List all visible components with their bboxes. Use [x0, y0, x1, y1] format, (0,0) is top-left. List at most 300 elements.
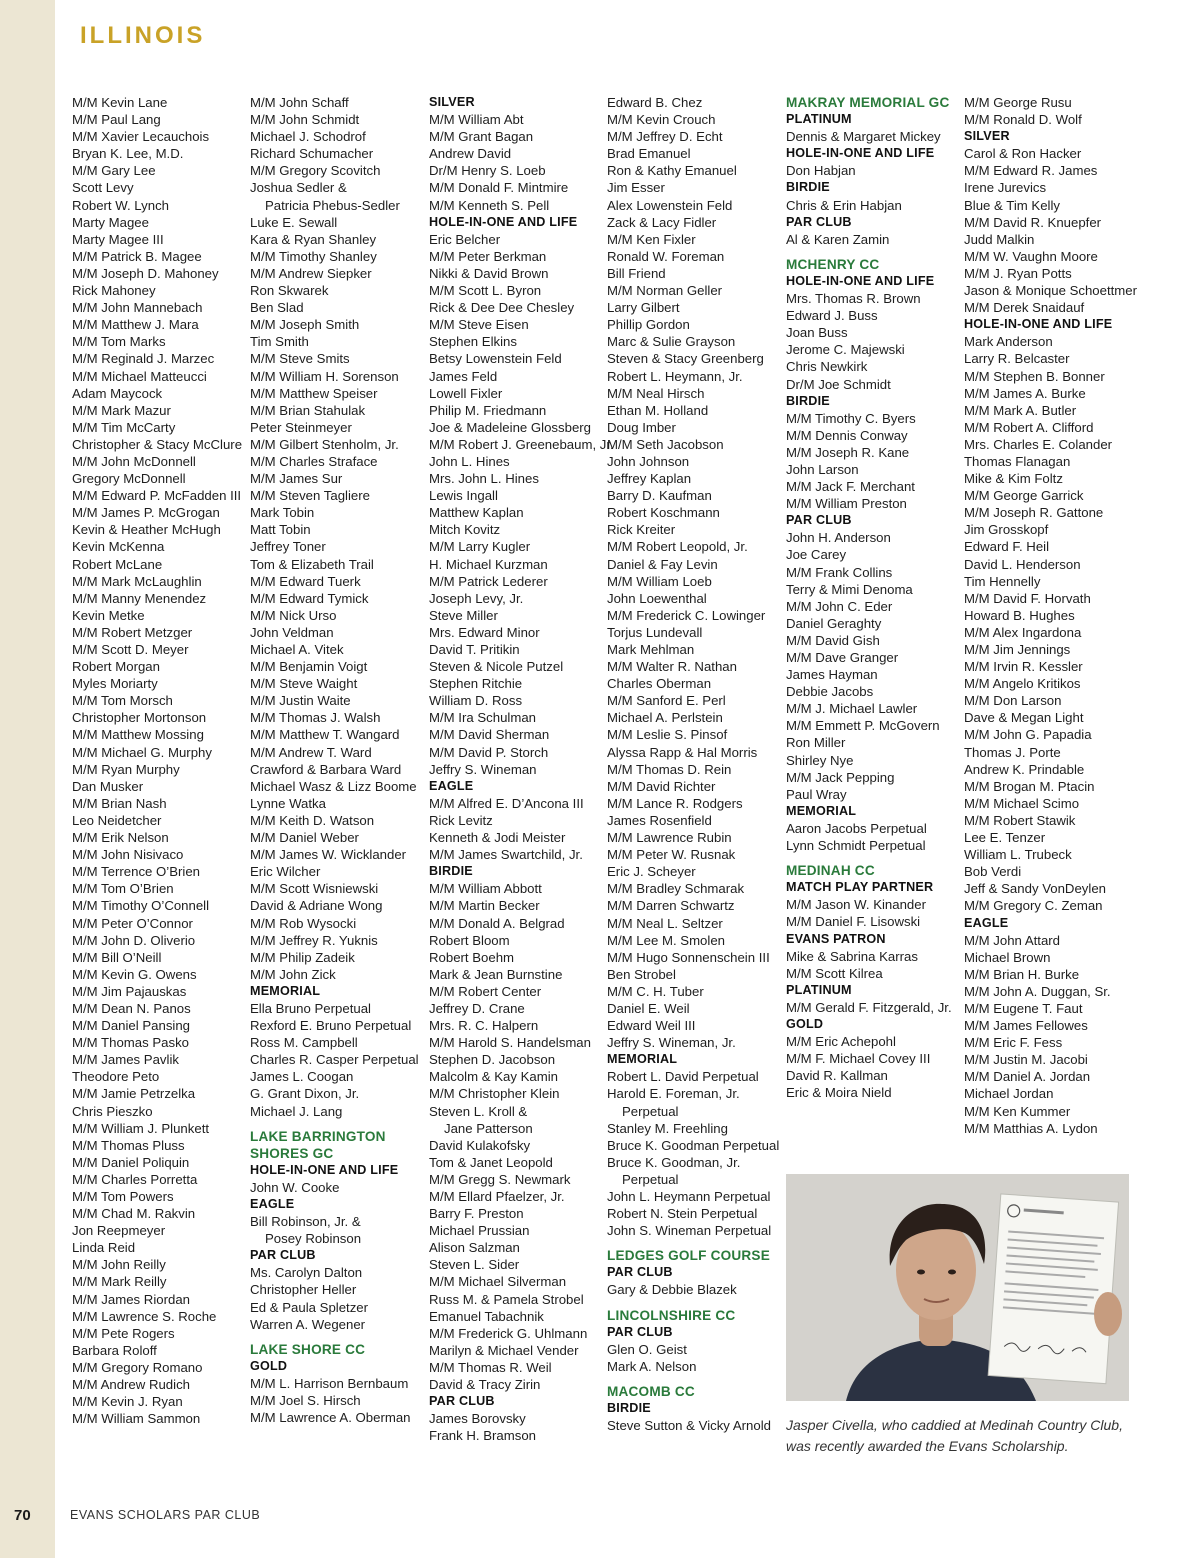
donor-name: M/M Keith D. Watson [250, 812, 375, 828]
donor-name: Robert L. Heymann, Jr. [607, 368, 743, 384]
donor-name: M/M Norman Geller [607, 283, 723, 299]
donor-name: M/M Rob Wysocki [250, 915, 357, 931]
level-heading: MEMORIAL [250, 983, 321, 998]
level-heading: PAR CLUB [607, 1324, 673, 1339]
donor-name: M/M Joseph R. Gattone [964, 505, 1104, 521]
donor-name: M/M Joseph Smith [250, 317, 360, 333]
donor-name: M/M Sanford E. Perl [607, 693, 726, 709]
donor-name: M/M William H. Sorenson [250, 368, 399, 384]
club-heading: MCHENRY CC [786, 256, 880, 272]
club-heading: MAKRAY MEMORIAL GC [786, 95, 950, 110]
donor-name: Scott Levy [72, 180, 134, 196]
donor-name: John Loewenthal [607, 590, 707, 606]
donor-name: M/M Donald A. Belgrad [429, 915, 565, 931]
donor-name: M/M Gary Lee [72, 163, 156, 179]
donor-name: M/M Kenneth S. Pell [429, 197, 550, 213]
donor-name: M/M James Fellowes [964, 1018, 1088, 1034]
donor-name: Thomas Flanagan [964, 453, 1071, 469]
donor-name: Joe Carey [786, 547, 847, 563]
donor-name: M/M Lawrence Rubin [607, 830, 732, 846]
level-heading: PAR CLUB [786, 214, 852, 229]
donor-name: M/M Andrew Siepker [250, 265, 372, 281]
donor-name: Myles Moriarty [72, 676, 158, 692]
donor-name: Steven & Nicole Putzel [429, 659, 564, 675]
donor-name: Kevin McKenna [72, 539, 165, 555]
donor-name: M/M William Abbott [429, 881, 542, 897]
donor-name: M/M John Reilly [72, 1257, 166, 1273]
club-heading: LINCOLNSHIRE CC [607, 1307, 736, 1323]
donor-name: M/M Dave Granger [786, 650, 899, 665]
donor-name: Emanuel Tabachnik [429, 1308, 544, 1324]
donor-name: Mike & Kim Foltz [964, 471, 1063, 487]
donor-name: Perpetual [622, 1103, 679, 1119]
donor-name: Doug Imber [607, 419, 676, 435]
donor-name: M/M Benjamin Voigt [250, 659, 368, 675]
donor-name: Ron & Kathy Emanuel [607, 163, 737, 179]
donor-name: M/M David F. Horvath [964, 590, 1091, 606]
donor-name: Shirley Nye [786, 752, 854, 768]
level-heading: BIRDIE [429, 864, 473, 879]
donor-name: Chris Pieszko [72, 1103, 153, 1119]
donor-name: John Johnson [607, 453, 690, 469]
donor-name: M/M Edward P. McFadden III [72, 488, 242, 504]
donor-name: M/M John D. Oliverio [72, 932, 196, 948]
club-heading: LAKE BARRINGTON [250, 1128, 386, 1144]
donor-name: M/M George Rusu [964, 95, 1072, 110]
donor-name: Marilyn & Michael Vender [429, 1342, 579, 1358]
donor-name: M/M Edward Tuerk [250, 573, 361, 589]
donor-name: M/M William J. Plunkett [72, 1120, 210, 1136]
donor-name: Michael A. Vitek [250, 642, 344, 657]
club-heading: MACOMB CC [607, 1383, 695, 1399]
donor-name: Jim Esser [607, 180, 665, 196]
donor-name: Leo Neidetcher [72, 812, 162, 828]
donor-name: Joe & Madeleine Glossberg [429, 419, 592, 435]
donor-name: Michael A. Perlstein [607, 710, 723, 726]
donor-name: M/M Scott D. Meyer [72, 642, 189, 657]
donor-name: M/M Daniel A. Jordan [964, 1069, 1091, 1085]
donor-name: Larry R. Belcaster [964, 351, 1070, 367]
donor-name: Tom & Elizabeth Trail [250, 556, 374, 572]
donor-name: M/M Ellard Pfaelzer, Jr. [429, 1189, 565, 1204]
donor-name: M/M Seth Jacobson [607, 436, 724, 452]
donor-name: M/M Matthew Mossing [72, 727, 204, 743]
donor-name: M/M Gregory Scovitch [250, 163, 381, 179]
donor-name: M/M Brogan M. Ptacin [964, 778, 1095, 794]
donor-name: M/M Jason W. Kinander [786, 897, 926, 913]
donor-name: M/M Peter O’Connor [72, 915, 193, 931]
donor-name: Michael Jordan [964, 1086, 1054, 1102]
donor-name: Philip M. Friedmann [429, 402, 547, 418]
donor-name: M/M Daniel Poliquin [72, 1154, 190, 1170]
donor-name: M/M Ken Kummer [964, 1103, 1071, 1119]
donor-column-6 [964, 94, 1137, 1137]
donor-name: Harold E. Foreman, Jr. [607, 1086, 740, 1102]
donor-name: M/M Nick Urso [250, 607, 337, 623]
donor-name: M/M Tom Marks [72, 334, 166, 350]
donor-column-1 [72, 94, 242, 1427]
donor-name: Brad Emanuel [607, 146, 691, 162]
donor-name: M/M Frank Collins [786, 564, 893, 580]
donor-name: Edward Weil III [607, 1018, 696, 1034]
donor-name: M/M David P. Storch [429, 744, 549, 760]
level-heading: MEMORIAL [607, 1052, 678, 1067]
level-heading: PAR CLUB [607, 1265, 673, 1280]
donor-name: M/M Jamie Petrzelka [72, 1086, 196, 1102]
donor-name: Robert McLane [72, 556, 163, 572]
donor-name: Rick Mahoney [72, 283, 156, 299]
donor-name: Barbara Roloff [72, 1342, 157, 1358]
donor-name: M/M William Preston [786, 496, 907, 512]
donor-name: M/M Neal L. Seltzer [607, 915, 723, 931]
donor-name: William D. Ross [429, 693, 523, 709]
donor-column-4 [607, 94, 779, 1434]
donor-name: M/M David Sherman [429, 727, 550, 743]
donor-name: Luke E. Sewall [250, 214, 338, 230]
donor-name: Andrew K. Prindable [964, 761, 1085, 777]
donor-name: Ella Bruno Perpetual [250, 1000, 371, 1016]
donor-name: Steve Sutton & Vicky Arnold [607, 1418, 771, 1434]
donor-name: Russ M. & Pamela Strobel [429, 1291, 584, 1307]
donor-name: Jeffry S. Wineman, Jr. [607, 1035, 736, 1051]
donor-name: M/M Steven Tagliere [250, 488, 370, 504]
donor-name: Jeffrey Kaplan [607, 471, 692, 487]
level-heading: EAGLE [964, 915, 1009, 930]
donor-name: M/M Mark Mazur [72, 402, 171, 418]
donor-name: James Rosenfield [607, 812, 712, 828]
donor-name: James L. Coogan [250, 1069, 354, 1085]
level-heading: HOLE-IN-ONE AND LIFE [250, 1162, 399, 1177]
donor-name: Steven L. Kroll & [429, 1103, 528, 1119]
donor-name: Dr/M Joe Schmidt [786, 376, 891, 392]
donor-name: M/M Christopher Klein [429, 1086, 560, 1102]
donor-name: M/M Robert Center [429, 983, 542, 999]
donor-name: Frank H. Bramson [429, 1428, 536, 1444]
donor-name: M/M Walter R. Nathan [607, 659, 737, 675]
donor-name: John W. Cooke [250, 1179, 340, 1195]
donor-name: Ron Skwarek [250, 283, 329, 299]
donor-name: M/M Matthias A. Lydon [964, 1120, 1098, 1136]
donor-name: M/M Mark Reilly [72, 1274, 167, 1290]
donor-name: M/M Daniel F. Lisowski [786, 914, 921, 930]
donor-name: M/M Edward Tymick [250, 590, 369, 606]
donor-name: M/M Michael G. Murphy [72, 744, 212, 760]
donor-name: Linda Reid [72, 1240, 136, 1256]
donor-name: Adam Maycock [72, 385, 163, 401]
donor-name: M/M Kevin G. Owens [72, 966, 197, 982]
donor-name: M/M James Sur [250, 471, 343, 487]
donor-name: Malcolm & Kay Kamin [429, 1069, 558, 1085]
donor-name: M/M Jeffrey D. Echt [607, 129, 723, 145]
donor-name: M/M John Attard [964, 932, 1061, 948]
donor-name: Rick Levitz [429, 812, 493, 828]
donor-name: Mark & Jean Burnstine [429, 966, 563, 982]
donor-name: David L. Henderson [964, 556, 1081, 572]
donor-name: William L. Trubeck [964, 847, 1072, 863]
donor-name: Ron Miller [786, 735, 846, 751]
donor-name: Tom & Janet Leopold [429, 1154, 553, 1170]
donor-name: M/M Bill O’Neill [72, 949, 162, 965]
donor-name: Kara & Ryan Shanley [250, 231, 377, 247]
level-heading: BIRDIE [607, 1401, 651, 1416]
donor-name: M/M John Mannebach [72, 300, 203, 316]
donor-name: M/M Grant Bagan [429, 129, 534, 145]
donor-name: Alison Salzman [429, 1240, 520, 1256]
donor-name: Michael J. Schodrof [250, 129, 366, 145]
donor-name: M/M Dennis Conway [786, 427, 908, 443]
donor-name: M/M Alfred E. D’Ancona III [429, 795, 584, 811]
donor-name: M/M Gregory Romano [72, 1359, 203, 1375]
donor-name: Joan Buss [786, 325, 848, 341]
donor-name: David Kulakofsky [429, 1137, 531, 1153]
donor-name: Charles R. Casper Perpetual [250, 1052, 419, 1068]
donor-name: James Borovsky [429, 1411, 526, 1427]
donor-name: G. Grant Dixon, Jr. [250, 1086, 360, 1102]
donor-name: M/M Jack Pepping [786, 769, 895, 785]
donor-name: Mike & Sabrina Karras [786, 948, 918, 964]
donor-name: M/M Pete Rogers [72, 1325, 175, 1341]
donor-name: M/M Lawrence A. Oberman [250, 1410, 411, 1426]
donor-name: M/M Charles Straface [250, 453, 378, 469]
donor-name: Bryan K. Lee, M.D. [72, 146, 184, 162]
donor-name: M/M W. Vaughn Moore [964, 248, 1098, 264]
donor-name: M/M Gregory C. Zeman [964, 898, 1103, 914]
donor-name: Mrs. R. C. Halpern [429, 1018, 539, 1034]
donor-name: M/M Donald F. Mintmire [429, 180, 569, 196]
donor-name: M/M Scott L. Byron [429, 283, 542, 299]
donor-name: M/M Thomas R. Weil [429, 1359, 552, 1375]
donor-name: M/M Philip Zadeik [250, 949, 355, 965]
donor-name: Eric Belcher [429, 231, 501, 247]
donor-name: M/M Scott Kilrea [786, 965, 883, 981]
page-sidebar [0, 0, 55, 1558]
donor-name: M/M Gilbert Stenholm, Jr. [250, 436, 399, 452]
donor-name: Lynne Watka [250, 795, 326, 811]
donor-name: John S. Wineman Perpetual [607, 1223, 772, 1239]
donor-name: Michael Brown [964, 949, 1051, 965]
donor-name: M/M Ira Schulman [429, 710, 536, 726]
donor-name: M/M Steve Waight [250, 676, 358, 692]
donor-name: Mark A. Nelson [607, 1358, 697, 1374]
donor-name: Stephen D. Jacobson [429, 1052, 556, 1068]
donor-name: Jerome C. Majewski [786, 342, 905, 358]
donor-name: M/M Matthew Speiser [250, 385, 378, 401]
donor-name: M/M Andrew Rudich [72, 1377, 190, 1393]
donor-name: M/M Thomas D. Rein [607, 761, 732, 777]
donor-name: M/M Eugene T. Faut [964, 1000, 1083, 1016]
donor-name: M/M James Pavlik [72, 1052, 179, 1068]
donor-name: Bruce K. Goodman, Jr. [607, 1154, 741, 1170]
donor-name: Jason & Monique Schoettmer [964, 283, 1137, 299]
donor-name: M/M James A. Burke [964, 385, 1086, 401]
donor-name: M/M John McDonnell [72, 453, 196, 469]
level-heading: PLATINUM [786, 112, 852, 127]
donor-name: Gary & Debbie Blazek [607, 1282, 737, 1298]
donor-name: Gregory McDonnell [72, 471, 186, 487]
donor-name: Chris Newkirk [786, 359, 868, 375]
donor-name: M/M Eric Achepohl [786, 1034, 896, 1050]
level-heading: PAR CLUB [786, 513, 852, 528]
club-heading: MEDINAH CC [786, 863, 875, 879]
donor-name: Robert Bloom [429, 932, 510, 948]
donor-name: Patricia Phebus-Sedler [265, 197, 400, 213]
donor-name: Tim Smith [250, 334, 309, 350]
donor-name: M/M Justin Waite [250, 693, 351, 709]
donor-name: Lee E. Tenzer [964, 830, 1046, 846]
donor-name: Mrs. John L. Hines [429, 471, 539, 487]
level-heading: SILVER [429, 95, 475, 109]
donor-name: M/M James Riordan [72, 1291, 190, 1307]
donor-name: M/M Justin M. Jacobi [964, 1052, 1088, 1068]
donor-name: Robert L. David Perpetual [607, 1069, 759, 1085]
donor-name: Joshua Sedler & [250, 180, 347, 196]
donor-name: Jeffry S. Wineman [429, 761, 537, 777]
level-heading: PAR CLUB [429, 1394, 495, 1409]
donor-name: M/M Leslie S. Pinsof [607, 727, 728, 743]
level-heading: PAR CLUB [250, 1248, 316, 1263]
donor-name: M/M Terrence O’Brien [72, 864, 201, 880]
donor-name: Rick Kreiter [607, 522, 676, 538]
donor-column-2 [250, 94, 419, 1426]
donor-name: M/M Steve Smits [250, 351, 350, 367]
donor-name: Barry F. Preston [429, 1206, 524, 1222]
donor-name: M/M Tim McCarty [72, 419, 176, 435]
donor-name: M/M Jim Jennings [964, 642, 1071, 657]
donor-name: M/M C. H. Tuber [607, 983, 704, 999]
donor-name: Edward J. Buss [786, 308, 878, 324]
donor-name: M/M Timothy C. Byers [786, 410, 916, 426]
donor-name: M/M Jim Pajauskas [72, 983, 187, 999]
donor-name: Crawford & Barbara Ward [250, 761, 402, 777]
level-heading: GOLD [250, 1358, 288, 1373]
donor-name: M/M Robert A. Clifford [964, 419, 1094, 435]
donor-name: Mitch Kovitz [429, 522, 501, 538]
level-heading: HOLE-IN-ONE AND LIFE [964, 317, 1113, 332]
donor-name: John L. Heymann Perpetual [607, 1189, 771, 1204]
donor-name: Dave & Megan Light [964, 710, 1084, 726]
donor-name: Richard Schumacher [250, 146, 374, 162]
donor-name: M/M Chad M. Rakvin [72, 1206, 196, 1222]
donor-name: Robert Boehm [429, 949, 515, 965]
donor-name: M/M Stephen B. Bonner [964, 368, 1105, 384]
donor-name: M/M Michael Silverman [429, 1274, 567, 1290]
donor-name: Steven & Stacy Greenberg [607, 351, 764, 367]
donor-name: Bill Friend [607, 265, 666, 281]
donor-name: Ms. Carolyn Dalton [250, 1265, 363, 1281]
donor-name: Jeff & Sandy VonDeylen [964, 881, 1106, 897]
donor-name: Michael Prussian [429, 1223, 530, 1239]
donor-name: Blue & Tim Kelly [964, 197, 1061, 213]
donor-name: M/M Joseph R. Kane [786, 444, 910, 460]
donor-name: Marty Magee [72, 214, 149, 230]
donor-name: Ronald W. Foreman [607, 248, 725, 264]
donor-name: M/M Neal Hirsch [607, 385, 705, 401]
donor-name: Christopher & Stacy McClure [72, 436, 243, 452]
donor-name: John L. Hines [429, 453, 510, 469]
donor-name: Howard B. Hughes [964, 607, 1075, 623]
donor-name: M/M David Gish [786, 632, 880, 648]
donor-name: Rick & Dee Dee Chesley [429, 300, 575, 316]
donor-name: M/M William Loeb [607, 573, 712, 589]
donor-name: Alyssa Rapp & Hal Morris [607, 744, 758, 760]
donor-name: M/M Ronald D. Wolf [964, 112, 1082, 128]
donor-name: Kevin & Heather McHugh [72, 522, 221, 538]
donor-name: Christopher Mortonson [72, 710, 207, 726]
donor-name: M/M Ryan Murphy [72, 761, 180, 777]
donor-name: Jon Reepmeyer [72, 1223, 166, 1239]
donor-name: M/M James P. McGrogan [72, 505, 220, 521]
scholar-photo [786, 1174, 1129, 1401]
photo-caption: Jasper Civella, who caddied at Medinah Country Club, was recently awarded the Evans Scholarship. [786, 1417, 1123, 1454]
donor-name: M/M Dean N. Panos [72, 1000, 191, 1016]
donor-name: Warren A. Wegener [250, 1316, 366, 1332]
level-heading: GOLD [786, 1016, 824, 1031]
donor-name: M/M Peter W. Rusnak [607, 847, 736, 863]
donor-name: M/M David Richter [607, 778, 716, 794]
donor-name: Joseph Levy, Jr. [429, 590, 524, 606]
donor-name: James Hayman [786, 667, 878, 683]
donor-name: Lowell Fixler [429, 385, 503, 401]
donor-name: Lynn Schmidt Perpetual [786, 838, 926, 854]
club-heading: LEDGES GOLF COURSE [607, 1248, 770, 1264]
level-heading: MEMORIAL [786, 803, 857, 818]
donor-name: Jeffrey D. Crane [429, 1000, 525, 1016]
donor-name: Stanley M. Freehling [607, 1120, 728, 1136]
donor-name: James Feld [429, 368, 498, 384]
donor-name: Marc & Sulie Grayson [607, 334, 736, 350]
donor-name: M/M Ken Fixler [607, 231, 696, 247]
donor-name: Betsy Lowenstein Feld [429, 351, 562, 367]
donor-name: M/M George Garrick [964, 488, 1084, 504]
donor-name: M/M Manny Menendez [72, 590, 207, 606]
donor-name: Kenneth & Jodi Meister [429, 830, 566, 846]
state-heading: ILLINOIS [80, 22, 206, 49]
donor-name: M/M John G. Papadia [964, 727, 1092, 743]
donor-name: Irene Jurevics [964, 180, 1047, 196]
donor-name: Ben Slad [250, 300, 304, 316]
donor-name: Thomas J. Porte [964, 744, 1061, 760]
donor-name: Chris & Erin Habjan [786, 197, 902, 213]
donor-name: M/M Don Larson [964, 693, 1062, 709]
donor-name: M/M Tom Morsch [72, 693, 173, 709]
donor-name: M/M Darren Schwartz [607, 898, 735, 914]
donor-name: M/M Martin Becker [429, 898, 540, 914]
donor-name: M/M John A. Duggan, Sr. [964, 983, 1111, 999]
donor-name: Carol & Ron Hacker [964, 146, 1082, 162]
donor-name: Bob Verdi [964, 864, 1022, 880]
donor-name: Rexford E. Bruno Perpetual [250, 1018, 412, 1034]
donor-name: M/M Brian Nash [72, 795, 167, 811]
donor-name: M/M Alex Ingardona [964, 624, 1082, 640]
donor-name: Zack & Lacy Fidler [607, 214, 717, 230]
donor-name: M/M Derek Snaidauf [964, 300, 1085, 316]
donor-name: M/M Matthew T. Wangard [250, 727, 400, 743]
donor-name: M/M Jack F. Merchant [786, 479, 915, 495]
donor-name: M/M Joseph D. Mahoney [72, 265, 219, 281]
donor-name: Christopher Heller [250, 1282, 357, 1298]
donor-name: M/M Kevin J. Ryan [72, 1394, 183, 1410]
donor-name: Mrs. Edward Minor [429, 624, 540, 640]
page-number: 70 [14, 1507, 31, 1524]
donor-name: M/M Michael Matteucci [72, 368, 207, 384]
donor-name: Barry D. Kaufman [607, 488, 712, 504]
donor-name: Don Habjan [786, 163, 856, 179]
donor-name: Theodore Peto [72, 1069, 160, 1085]
donor-name: M/M Lance R. Rodgers [607, 795, 743, 811]
donor-name: M/M Emmett P. McGovern [786, 718, 940, 734]
donor-name: M/M Charles Porretta [72, 1171, 198, 1187]
donor-name: Tim Hennelly [964, 573, 1041, 589]
